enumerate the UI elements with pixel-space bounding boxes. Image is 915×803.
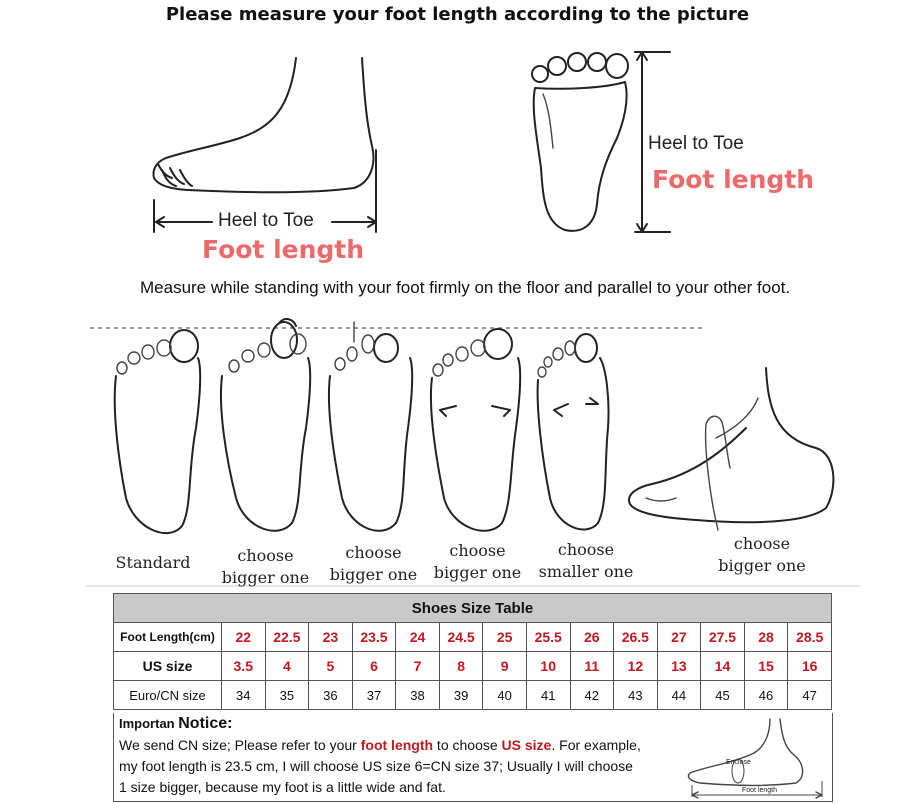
row-label-us-size: US size <box>114 652 222 681</box>
label-bigger-2 <box>326 542 421 586</box>
table-cell: 28 <box>744 623 788 652</box>
foot-narrow <box>538 334 609 530</box>
notice-diagram-enclose-label: Enclose <box>726 759 751 766</box>
label-smaller <box>533 539 639 583</box>
foot-high-instep <box>629 368 833 530</box>
notice-text: We send CN size; Please refer to your <box>119 737 361 753</box>
table-cell: 34 <box>222 681 266 710</box>
notice-heading-main: Notice: <box>178 715 233 732</box>
table-cell: 47 <box>788 681 832 710</box>
table-cell: 36 <box>309 681 353 710</box>
table-cell: 46 <box>744 681 788 710</box>
table-cell: 39 <box>439 681 483 710</box>
table-cell: 24 <box>396 623 440 652</box>
side-foot-illustration <box>140 50 390 235</box>
sole-heel-to-toe-label: Heel to Toe <box>648 133 744 154</box>
sole-foot-length-label: Foot length <box>652 165 815 194</box>
notice-heading <box>119 715 232 733</box>
table-cell: 11 <box>570 652 614 681</box>
table-cell: 37 <box>352 681 396 710</box>
table-cell: 16 <box>788 652 832 681</box>
notice-diagram-length-label: Foot length <box>742 787 778 794</box>
table-cell: 14 <box>701 652 745 681</box>
table-cell: 27 <box>657 623 701 652</box>
notice-highlight-us-size: US size <box>501 737 552 753</box>
table-cell: 35 <box>265 681 309 710</box>
table-cell: 26 <box>570 623 614 652</box>
table-cell: 22 <box>222 623 266 652</box>
page-title: Please measure your foot length according to the picture <box>165 4 750 25</box>
label-bigger-3-line2: bigger one <box>433 563 522 582</box>
table-cell: 10 <box>526 652 570 681</box>
table-title-row <box>114 594 832 623</box>
notice-box <box>113 713 833 802</box>
table-cell: 26.5 <box>614 623 658 652</box>
table-cell: 25.5 <box>526 623 570 652</box>
foot-long-toe <box>221 319 310 531</box>
row-label-foot-length: Foot Length(cm) <box>114 623 222 652</box>
table-cell: 7 <box>396 652 440 681</box>
label-smaller-line2: smaller one <box>538 562 634 581</box>
table-cell: 38 <box>396 681 440 710</box>
notice-line-2: my foot length is 23.5 cm, I will choose US size 6=CN size 37; Usually I will choose <box>119 758 633 774</box>
table-cell: 45 <box>701 681 745 710</box>
label-bigger-1-line1: choose <box>237 546 294 565</box>
table-cell: 3.5 <box>222 652 266 681</box>
table-cell: 24.5 <box>439 623 483 652</box>
table-cell: 42 <box>570 681 614 710</box>
table-cell: 23.5 <box>352 623 396 652</box>
notice-body <box>119 735 689 798</box>
label-bigger-4 <box>712 533 812 577</box>
label-bigger-2-line1: choose <box>345 543 402 562</box>
table-cell: 25 <box>483 623 527 652</box>
foot-second-toe <box>329 322 412 531</box>
table-cell: 6 <box>352 652 396 681</box>
table-cell: 41 <box>526 681 570 710</box>
table-cell: 43 <box>614 681 658 710</box>
foot-standard <box>115 330 200 533</box>
foot-wide <box>431 329 520 531</box>
notice-highlight-foot-length: foot length <box>360 737 434 753</box>
label-bigger-2-line2: bigger one <box>329 565 418 584</box>
label-bigger-3 <box>430 540 525 584</box>
notice-text: to choose <box>433 737 502 753</box>
label-bigger-1 <box>218 545 313 589</box>
label-bigger-3-line1: choose <box>449 541 506 560</box>
table-cell: 15 <box>744 652 788 681</box>
table-title: Shoes Size Table <box>114 594 832 623</box>
side-heel-to-toe-label: Heel to Toe <box>218 210 314 231</box>
label-standard-line1: Standard <box>115 553 191 572</box>
shoe-size-table <box>113 593 832 710</box>
table-row-us-size <box>114 652 832 681</box>
label-bigger-1-line2: bigger one <box>221 568 310 587</box>
label-smaller-line1: choose <box>557 540 615 559</box>
table-cell: 22.5 <box>265 623 309 652</box>
notice-text: . For example, <box>551 737 641 753</box>
notice-line-1 <box>119 735 689 756</box>
table-cell: 5 <box>309 652 353 681</box>
notice-heading-prefix: Importan <box>119 716 175 731</box>
table-row-foot-length <box>114 623 832 652</box>
table-cell: 8 <box>439 652 483 681</box>
table-cell: 9 <box>483 652 527 681</box>
table-cell: 40 <box>483 681 527 710</box>
label-bigger-4-line2: bigger one <box>718 556 806 575</box>
measure-instruction: Measure while standing with your foot firmly on the floor and parallel to your other foot. <box>140 278 791 297</box>
label-standard <box>108 552 198 574</box>
notice-line-3: 1 size bigger, because my foot is a little wide and fat. <box>119 779 446 795</box>
label-bigger-4-line1: choose <box>733 534 791 553</box>
table-row-euro-cn-size <box>114 681 832 710</box>
table-cell: 4 <box>265 652 309 681</box>
row-label-euro-cn-size: Euro/CN size <box>114 681 222 710</box>
table-cell: 12 <box>614 652 658 681</box>
table-cell: 28.5 <box>788 623 832 652</box>
table-cell: 44 <box>657 681 701 710</box>
side-foot-length-label: Foot length <box>202 235 365 264</box>
table-cell: 13 <box>657 652 701 681</box>
table-cell: 27.5 <box>701 623 745 652</box>
table-cell: 23 <box>309 623 353 652</box>
